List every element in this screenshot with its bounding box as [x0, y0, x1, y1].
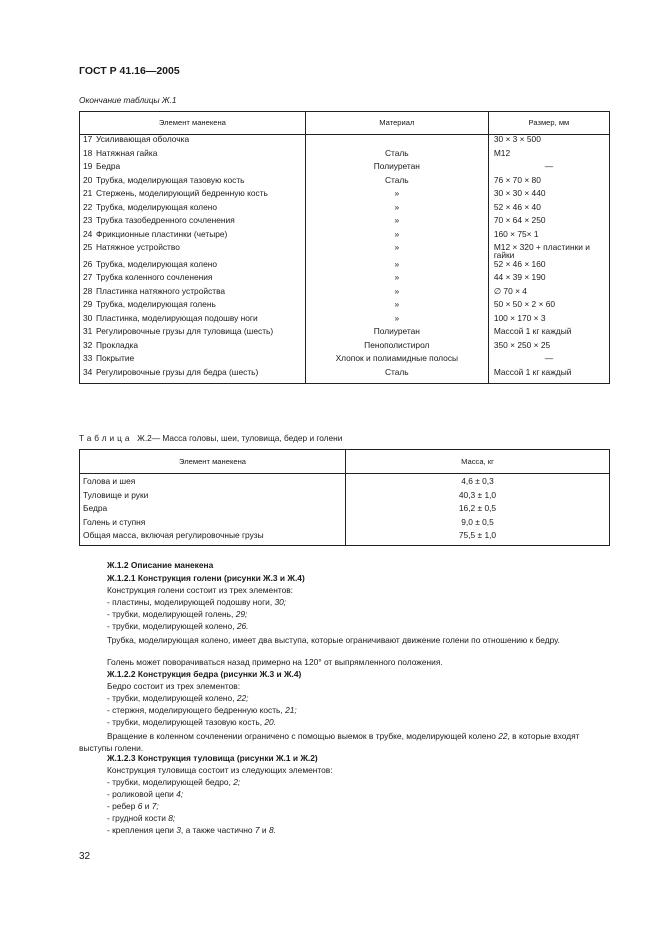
column-header: Масса, кг [346, 450, 610, 474]
list-item-text: и [144, 801, 150, 811]
row-number: 23 [80, 216, 97, 230]
element-name: Трубка тазобедренного сочленения [96, 216, 305, 230]
material-cell: » [305, 273, 488, 287]
mass-cell: 75,5 ± 1,0 [346, 531, 610, 545]
row-number: 33 [80, 354, 97, 368]
element-name: Стержень, моделирующий бедренную кость [96, 189, 305, 203]
list-item [107, 814, 175, 822]
row-number: 34 [80, 368, 97, 384]
element-name: Трубка коленного сочленения [96, 273, 305, 287]
element-name: Фрикционные пластинки (четыре) [96, 230, 305, 244]
list-item [107, 694, 249, 702]
size-cell: Массой 1 кг каждый [488, 327, 609, 341]
material-cell: » [305, 230, 488, 244]
column-header: Размер, мм [488, 112, 609, 135]
list-item [107, 790, 183, 798]
element-name: Бедра [96, 162, 305, 176]
part-number: 4; [176, 789, 184, 799]
section-heading: Ж.1.2.1 Конструкция голени (рисунки Ж.3 и Ж.4) [107, 573, 305, 583]
row-number: 18 [80, 149, 97, 163]
material-cell: Сталь [305, 176, 488, 190]
list-item-text: - трубки, моделирующей бедро, [107, 777, 231, 787]
list-item-text: - трубки, моделирующей голень, [107, 609, 234, 619]
size-cell: М12 × 320 + пластинки и гайки [488, 243, 609, 260]
paragraph: Конструкция туловища состоит из следующих элементов: [107, 765, 333, 775]
list-item-text: - ребер [107, 801, 136, 811]
paragraph-text: Вращение в коленном сочленении ограничено с помощью выемок в трубке, моделирующей колено [107, 731, 499, 741]
row-number: 31 [80, 327, 97, 341]
part-number: 8; [168, 813, 176, 823]
row-number: 30 [80, 314, 97, 328]
mass-cell: 40,3 ± 1,0 [346, 491, 610, 505]
table-row [80, 504, 610, 518]
size-cell: 70 × 64 × 250 [488, 216, 609, 230]
column-header: Элемент манекена [80, 112, 306, 135]
size-cell: 350 × 250 × 25 [488, 341, 609, 355]
size-cell: Массой 1 кг каждый [488, 368, 609, 384]
material-cell: Пенополистирол [305, 341, 488, 355]
list-item [107, 706, 297, 714]
table-row [80, 300, 610, 314]
element-name: Голова и шея [80, 474, 346, 491]
part-number: 26. [236, 621, 249, 631]
list-item [107, 718, 276, 726]
row-number: 26 [80, 260, 97, 274]
size-cell: 30 × 30 × 440 [488, 189, 609, 203]
element-name: Трубка, моделирующая тазовую кость [96, 176, 305, 190]
element-name: Трубка, моделирующая колено [96, 203, 305, 217]
table-row [80, 176, 610, 190]
material-cell: » [305, 203, 488, 217]
table1-body [80, 135, 610, 384]
table-row [80, 327, 610, 341]
paragraph: Трубка, моделирующая колено, имеет два выступа, которые ограничивают движение голени по отношению к бедру. [107, 635, 560, 645]
element-name: Прокладка [96, 341, 305, 355]
list-item [107, 610, 247, 618]
column-header: Материал [305, 112, 488, 135]
size-cell: 30 × 3 × 500 [488, 135, 609, 149]
part-number: 3 [176, 825, 181, 835]
material-cell [305, 135, 488, 149]
element-name: Общая масса, включая регулировочные грузы [80, 531, 346, 545]
row-number: 22 [80, 203, 97, 217]
row-number: 29 [80, 300, 97, 314]
size-cell: М12 [488, 149, 609, 163]
table-row [80, 216, 610, 230]
size-cell: 50 × 50 × 2 × 60 [488, 300, 609, 314]
paragraph [79, 730, 612, 754]
mass-cell: 9,0 ± 0,5 [346, 518, 610, 532]
material-cell: » [305, 260, 488, 274]
size-cell: — [488, 162, 609, 176]
material-cell: Сталь [305, 368, 488, 384]
table2-caption-prefix: Таблица [79, 433, 133, 443]
section-heading: Ж.1.2 Описание манекена [107, 560, 214, 570]
table-row [80, 287, 610, 301]
row-number: 19 [80, 162, 97, 176]
mass-cell: 16,2 ± 0,5 [346, 504, 610, 518]
element-name: Бедра [80, 504, 346, 518]
element-name: Трубка, моделирующая колено [96, 260, 305, 274]
table-row [80, 230, 610, 244]
material-cell: » [305, 189, 488, 203]
part-number: 29; [235, 609, 248, 619]
paragraph: Конструкция голени состоит из трех элементов: [107, 585, 293, 595]
size-cell: 160 × 75× 1 [488, 230, 609, 244]
table-row [80, 203, 610, 217]
list-item-text: - пластины, моделирующей подошву ноги, [107, 597, 273, 607]
list-item-text: - трубки, моделирующей колено, [107, 693, 235, 703]
list-item-text: и [261, 825, 267, 835]
table-row [80, 243, 610, 260]
part-number: 30; [274, 597, 287, 607]
element-name: Регулировочные грузы для бедра (шесть) [96, 368, 305, 384]
size-cell: ∅ 70 × 4 [488, 287, 609, 301]
list-item [107, 598, 286, 606]
table-row [80, 368, 610, 384]
table-row [80, 491, 610, 505]
list-item [107, 826, 276, 834]
element-name: Пластинка натяжного устройства [96, 287, 305, 301]
size-cell: — [488, 354, 609, 368]
element-name: Пластинка, моделирующая подошву ноги [96, 314, 305, 328]
part-number: 22; [236, 693, 249, 703]
element-name: Туловище и руки [80, 491, 346, 505]
element-name: Трубка, моделирующая голень [96, 300, 305, 314]
material-cell: » [305, 300, 488, 314]
list-item-text: - роликовой цепи [107, 789, 174, 799]
part-number: 2; [233, 777, 241, 787]
material-cell: Сталь [305, 149, 488, 163]
table-row [80, 189, 610, 203]
row-number: 21 [80, 189, 97, 203]
table-row [80, 162, 610, 176]
paragraph-text: , в которые входят выступы голени. [79, 731, 580, 753]
table-row [80, 518, 610, 532]
size-cell: 52 × 46 × 160 [488, 260, 609, 274]
row-number: 20 [80, 176, 97, 190]
table-row [80, 474, 610, 491]
material-cell: » [305, 314, 488, 328]
element-name: Усиливающая оболочка [96, 135, 305, 149]
part-number: 21; [285, 705, 297, 715]
part-number: 7; [151, 801, 159, 811]
section-heading: Ж.1.2.3 Конструкция туловища (рисунки Ж.1 и Ж.2) [107, 753, 318, 763]
size-cell: 52 × 46 × 40 [488, 203, 609, 217]
page-number: 32 [79, 851, 91, 862]
list-item-text: - трубки, моделирующей колено, [107, 621, 235, 631]
material-cell: » [305, 216, 488, 230]
part-number: 8. [268, 825, 276, 835]
paragraph: Голень может поворачиваться назад примерно на 120° от выпрямленного положения. [107, 657, 443, 667]
element-name: Натяжное устройство [96, 243, 305, 260]
table2-caption [79, 434, 342, 442]
row-number: 25 [80, 243, 97, 260]
table-row [80, 314, 610, 328]
table-row [80, 531, 610, 545]
table-mass [79, 449, 610, 546]
element-name: Голень и ступня [80, 518, 346, 532]
size-cell: 76 × 70 × 80 [488, 176, 609, 190]
row-number: 27 [80, 273, 97, 287]
part-number: 7 [254, 825, 260, 835]
list-item-text: - крепления цепи [107, 825, 174, 835]
mass-cell: 4,6 ± 0,3 [346, 474, 610, 491]
section-heading: Ж.1.2.2 Конструкция бедра (рисунки Ж.3 и Ж.4) [107, 669, 302, 679]
row-number: 17 [80, 135, 97, 149]
list-item-text: - грудной кости [107, 813, 166, 823]
table-row [80, 341, 610, 355]
row-number: 28 [80, 287, 97, 301]
table2-body [80, 474, 610, 546]
table-row [80, 354, 610, 368]
part-number: 22 [498, 731, 508, 741]
size-cell: 44 × 39 × 190 [488, 273, 609, 287]
material-cell: Полиуретан [305, 327, 488, 341]
material-cell: Хлопок и полиамидные полосы [305, 354, 488, 368]
document-header: ГОСТ Р 41.16—2005 [79, 65, 180, 77]
table-row [80, 135, 610, 149]
row-number: 32 [80, 341, 97, 355]
material-cell: » [305, 287, 488, 301]
column-header: Элемент манекена [80, 450, 346, 474]
list-item [107, 802, 159, 810]
element-name: Регулировочные грузы для туловища (шесть) [96, 327, 305, 341]
table-row [80, 273, 610, 287]
paragraph: Бедро состоит из трех элементов: [107, 681, 241, 691]
table2-caption-text: Ж.2— Масса головы, шеи, туловища, бедер и голени [137, 433, 343, 443]
row-number: 24 [80, 230, 97, 244]
list-item [107, 778, 240, 786]
list-item-text: - стержня, моделирующего бедренную кость, [107, 705, 283, 715]
list-item-text: - трубки, моделирующей тазовую кость, [107, 717, 263, 727]
table-row [80, 149, 610, 163]
table-row [80, 260, 610, 274]
table1-caption: Окончание таблицы Ж.1 [79, 95, 177, 105]
list-item [107, 622, 249, 630]
element-name: Натяжная гайка [96, 149, 305, 163]
table-mannequin-elements [79, 111, 610, 384]
part-number: 6 [137, 801, 143, 811]
element-name: Покрытие [96, 354, 305, 368]
material-cell: Полиуретан [305, 162, 488, 176]
part-number: 20. [264, 717, 277, 727]
material-cell: » [305, 243, 488, 260]
list-item-text: , а также частично [180, 825, 253, 835]
size-cell: 100 × 170 × 3 [488, 314, 609, 328]
